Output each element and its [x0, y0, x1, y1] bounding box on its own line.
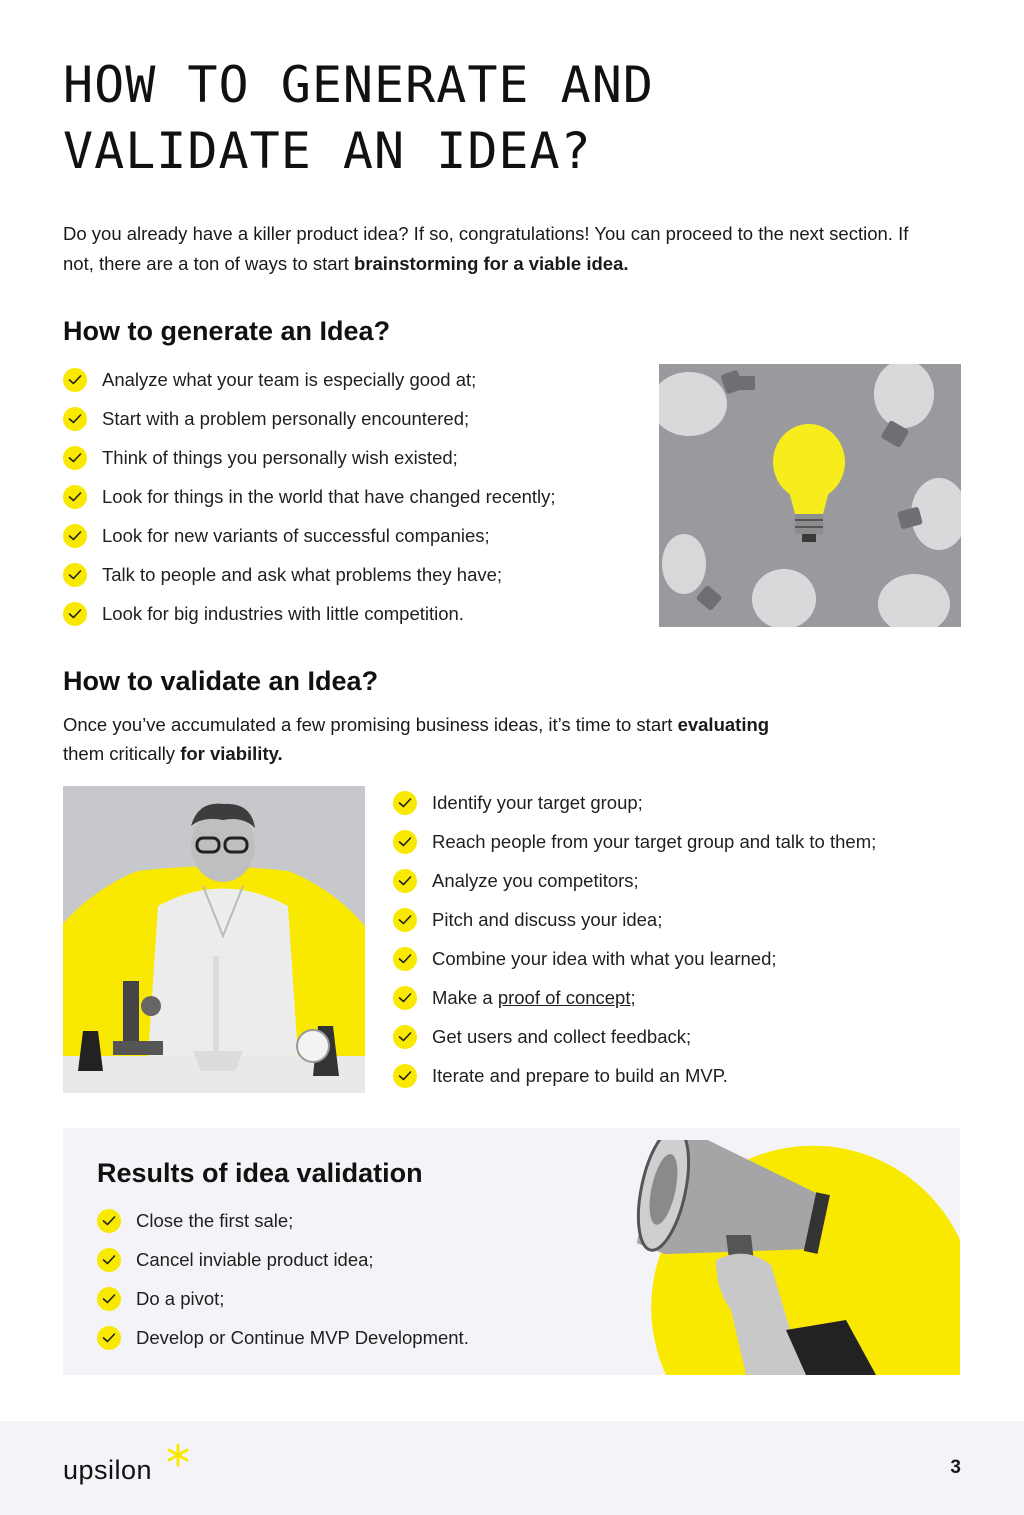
check-icon: [97, 1287, 121, 1311]
check-icon: [393, 791, 417, 815]
scientist-image: [63, 786, 365, 1093]
check-icon: [63, 368, 87, 392]
check-icon: [393, 908, 417, 932]
list-item: [393, 1023, 953, 1062]
list-item-text: Cancel inviable product idea;: [136, 1249, 374, 1270]
check-icon: [393, 830, 417, 854]
list-item: [393, 945, 953, 984]
list-item: [393, 789, 953, 828]
list-item: [63, 600, 633, 639]
list-item: [393, 1062, 953, 1101]
check-icon: [393, 1025, 417, 1049]
generate-list: [63, 366, 633, 639]
check-icon: [97, 1209, 121, 1233]
list-item-text: Think of things you personally wish existed;: [102, 447, 458, 468]
list-item-text: Combine your idea with what you learned;: [432, 948, 777, 969]
list-item-text: Close the first sale;: [136, 1210, 294, 1231]
check-icon: [393, 986, 417, 1010]
poc-prefix: Make a: [432, 987, 498, 1008]
check-icon: [63, 446, 87, 470]
validate-bold-1: evaluating: [677, 714, 770, 735]
megaphone-image: [636, 1140, 960, 1375]
page-title: [63, 52, 654, 184]
check-icon: [63, 524, 87, 548]
list-item: [97, 1324, 617, 1363]
page-title-line1: HOW TO GENERATE AND: [63, 56, 654, 114]
results-list: [97, 1207, 617, 1363]
validate-heading: How to validate an Idea?: [63, 666, 379, 696]
list-item: [393, 867, 953, 906]
check-icon: [393, 947, 417, 971]
page-number: 3: [950, 1457, 961, 1478]
check-icon: [63, 485, 87, 509]
list-item-text: Iterate and prepare to build an MVP.: [432, 1065, 728, 1086]
check-icon: [97, 1248, 121, 1272]
check-icon: [63, 602, 87, 626]
list-item-text: Reach people from your target group and talk to them;: [432, 831, 877, 852]
proof-of-concept-link[interactable]: proof of concept: [497, 987, 631, 1008]
intro-text: Do you already have a killer product idea? If so, congratulations! You can proceed to the next section. If not, there are a ton of ways to start: [63, 223, 909, 274]
check-icon: [393, 1064, 417, 1088]
list-item: [97, 1207, 617, 1246]
list-item-text: Identify your target group;: [432, 792, 643, 813]
list-item-text: Get users and collect feedback;: [432, 1026, 692, 1047]
list-item-text: Look for big industries with little competition.: [102, 603, 464, 624]
list-item: [63, 444, 633, 483]
list-item-text: Analyze you competitors;: [432, 870, 639, 891]
check-icon: [97, 1326, 121, 1350]
list-item-text: Pitch and discuss your idea;: [432, 909, 663, 930]
list-item: [97, 1246, 617, 1285]
list-item-text: Look for things in the world that have changed recently;: [102, 486, 556, 507]
poc-suffix: ;: [630, 987, 636, 1008]
list-item: [393, 984, 953, 1023]
list-item: [63, 561, 633, 600]
results-heading: Results of idea validation: [97, 1158, 423, 1188]
list-item-text: Analyze what your team is especially good at;: [102, 369, 477, 390]
check-icon: [63, 407, 87, 431]
list-item: [393, 828, 953, 867]
list-item: [63, 366, 633, 405]
page-title-line2: VALIDATE AN IDEA?: [63, 122, 592, 180]
list-item: [393, 906, 953, 945]
list-item-text: Start with a problem personally encountered;: [102, 408, 470, 429]
validate-text-2: them critically: [63, 743, 181, 764]
list-item-text: Do a pivot;: [136, 1288, 225, 1309]
footer: [0, 1421, 1024, 1515]
list-item: [63, 522, 633, 561]
validate-paragraph: [63, 710, 883, 768]
logo-text: upsilon: [63, 1455, 153, 1485]
list-item: [63, 483, 633, 522]
intro-bold: brainstorming for a viable idea.: [354, 253, 629, 274]
list-item-text: Develop or Continue MVP Development.: [136, 1327, 469, 1348]
generate-heading: How to generate an Idea?: [63, 316, 391, 346]
check-icon: [63, 563, 87, 587]
lightbulbs-image: [659, 364, 961, 627]
validate-bold-2: for viability.: [180, 743, 283, 764]
upsilon-logo: [63, 1455, 152, 1486]
list-item: [63, 405, 633, 444]
intro-paragraph: [63, 219, 943, 279]
list-item-text: Talk to people and ask what problems they have;: [102, 564, 503, 585]
validate-text-1: Once you’ve accumulated a few promising business ideas, it’s time to start: [63, 714, 678, 735]
validate-list: [393, 789, 953, 1101]
list-item: [97, 1285, 617, 1324]
list-item-text: Look for new variants of successful companies;: [102, 525, 490, 546]
check-icon: [393, 869, 417, 893]
asterisk-logo-icon: [166, 1443, 190, 1467]
